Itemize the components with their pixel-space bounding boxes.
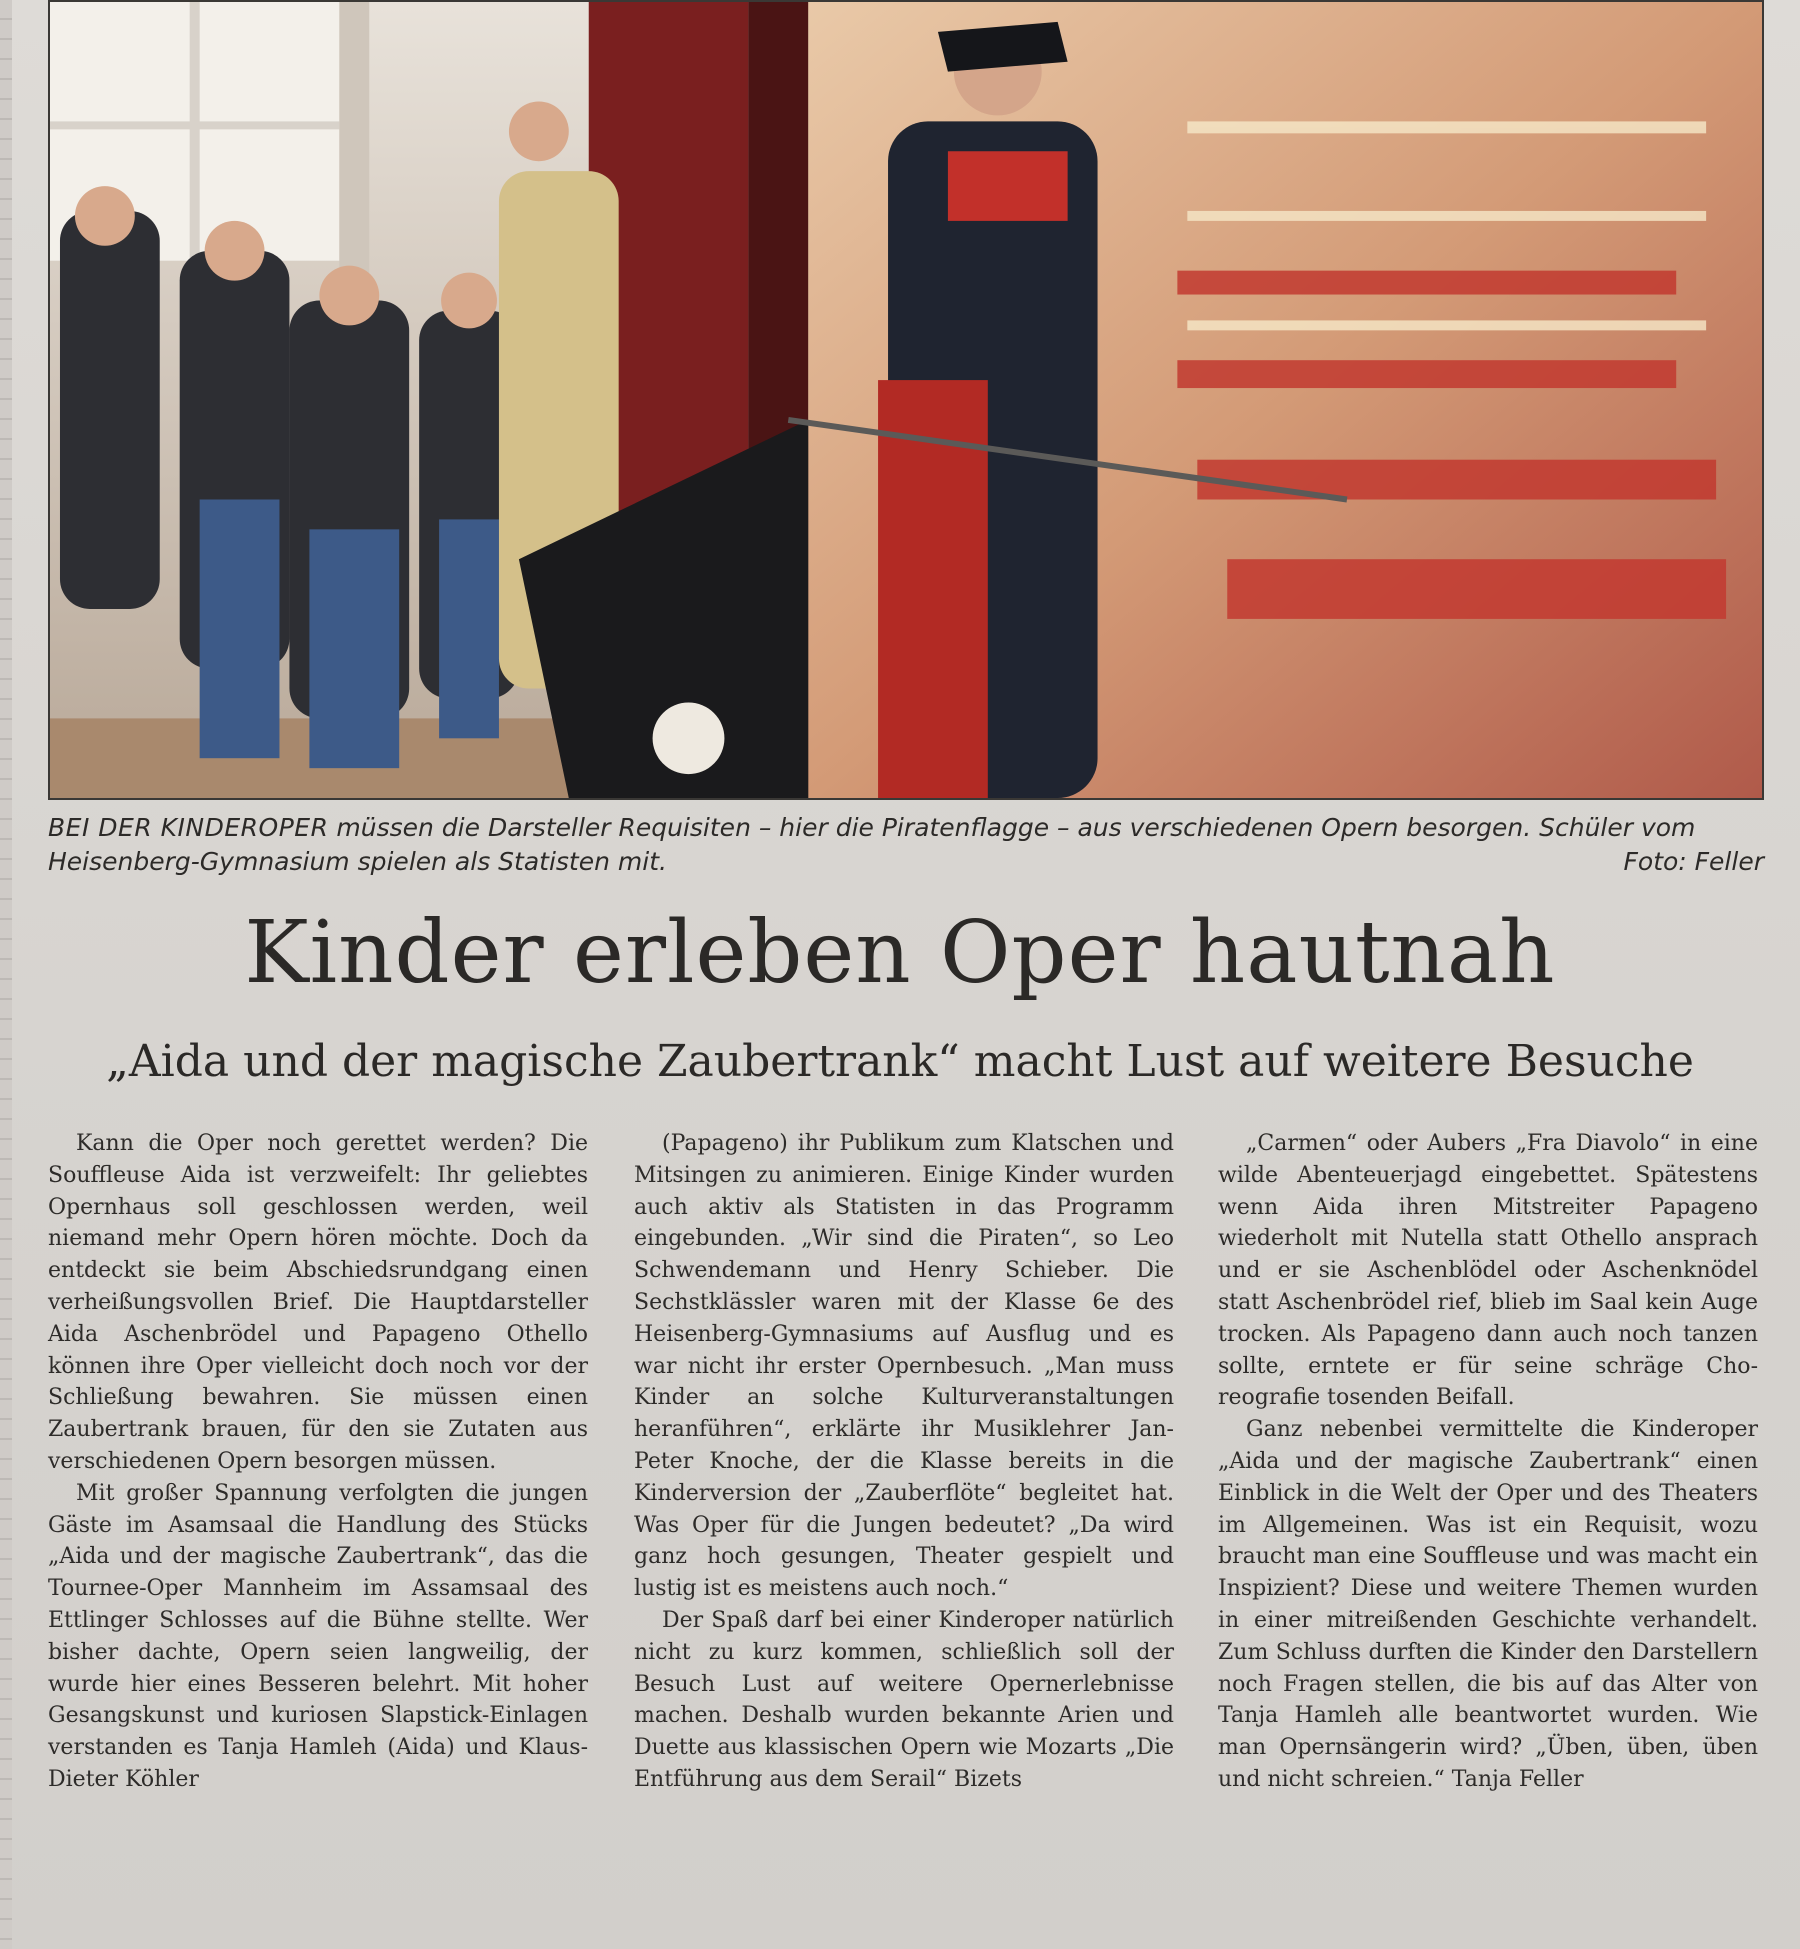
article-photo bbox=[48, 0, 1764, 800]
author-byline: Tanja Feller bbox=[1451, 1766, 1584, 1792]
headline: Kinder erleben Oper hautnah bbox=[244, 903, 1556, 1003]
paragraph: „Carmen“ oder Aubers „Fra Diavolo“ in eine wilde Abenteuerjagd eingebettet. Spätestens wenn Aida ihren Mitstreiter Papageno wiederholt mit Nutella statt Othello ansprach und er sie Aschenblödel oder Aschenknödel statt Aschenbrödel rief, blieb im Saal kein Auge trocken. Als Papageno dann auch noch tanzen sollte, erntete er für seine schräge Choreografie tosenden Beifall. bbox=[1218, 1131, 1758, 1411]
photo-credit: Foto: Feller bbox=[1623, 847, 1764, 876]
opera-stage-photo bbox=[50, 2, 1762, 798]
paragraph: Mit großer Spannung verfolgten die jungen Gäste im Asamsaal die Handlung des Stücks „Aida und der magische Zaubertrank“, das die Tournee-Oper Mannheim im Assamsaal des Ettlinger Schlosses auf die Bühne stellte. Wer bisher dachte, Opern seien langweilig, der wurde hier eines Besseren belehrt. Mit hoher Gesangskunst und kuriosen Slapstick-Einlagen verstanden es Tanja Hamleh (Aida) und Klaus-Dieter Köhler bbox=[48, 1480, 588, 1792]
article-column-2 bbox=[634, 1128, 1174, 1796]
paragraph-text: Ganz nebenbei vermittelte die Kinderoper „Aida und der magische Zaubertrank“ einen Einblick in die Welt der Oper und des Theaters im Allgemeinen. Was ist ein Requisit, wozu braucht man eine Souffleuse und was macht ein Inspizient? Diese und weitere Themen wurden in einer mitreißenden Geschichte verhandelt. Zum Schluss durften die Kinder den Darstellern noch Fragen stellen, die bis auf das Alter von Tanja Hamleh alle beantwortet wurden. Wie man Opernsängerin wird? „Üben, üben, üben und nicht schreien.“ bbox=[1218, 1417, 1758, 1792]
caption-text: müssen die Darsteller Requisiten – hier die Piratenflagge – aus verschiedenen Opern besorgen. Schüler vom Heisenberg-Gymnasium spielen als Statisten mit. bbox=[48, 813, 1696, 876]
paragraph: Der Spaß darf bei einer Kinderoper natürlich nicht zu kurz kommen, schließlich soll der Besuch Lust auf weitere Opernerlebnisse machen. Deshalb wurden bekannte Arien und Duette aus klassischen Opern wie Mozarts „Die Entführung aus dem Serail“ Bizets bbox=[634, 1607, 1174, 1792]
photo-caption bbox=[48, 811, 1764, 879]
paragraph: (Papageno) ihr Publikum zum Klatschen und Mitsingen zu animieren. Einige Kinder wurden auch aktiv als Statisten in das Programm eingebunden. „Wir sind die Piraten“, so Leo Schwendemann und Henry Schieber. Die Sechstklässler waren mit der Klasse 6e des Heisenberg-Gymnasiums auf Ausflug und es war nicht ihr erster Opernbesuch. „Man muss Kinder an solche Kulturveranstaltungen heranführen“, erklärte ihr Musiklehrer Jan-Peter Knoche, der die Klasse bereits in die Kinderversion der „Zauberflöte“ begleitet hat. Was Oper für die Jungen bedeutet? „Da wird ganz hoch gesungen, Theater gespielt und lustig ist es meistens auch noch.“ bbox=[634, 1131, 1174, 1602]
caption-lead: BEI DER KINDEROPER bbox=[48, 813, 329, 842]
article-column-3 bbox=[1218, 1128, 1758, 1796]
article-column-1 bbox=[48, 1128, 588, 1796]
paragraph bbox=[1218, 1414, 1758, 1796]
paragraph: Kann die Oper noch gerettet werden? Die Souffleuse Aida ist verzweifelt: Ihr geliebtes Opernhaus soll geschlossen werden, weil niemand mehr Opern hören möchte. Doch da entdeckt sie beim Abschiedsrundgang einen verheißungsvollen Brief. Die Hauptdarsteller Aida Aschenbrödel und Papageno Othello können ihre Oper vielleicht doch noch vor der Schließung bewahren. Sie müssen einen Zaubertrank brauen, für den sie Zutaten aus verschiedenen Opern besorgen müssen. bbox=[48, 1131, 588, 1474]
subheadline: „Aida und der magische Zaubertrank“ macht Lust auf weitere Besuche bbox=[106, 1036, 1694, 1087]
